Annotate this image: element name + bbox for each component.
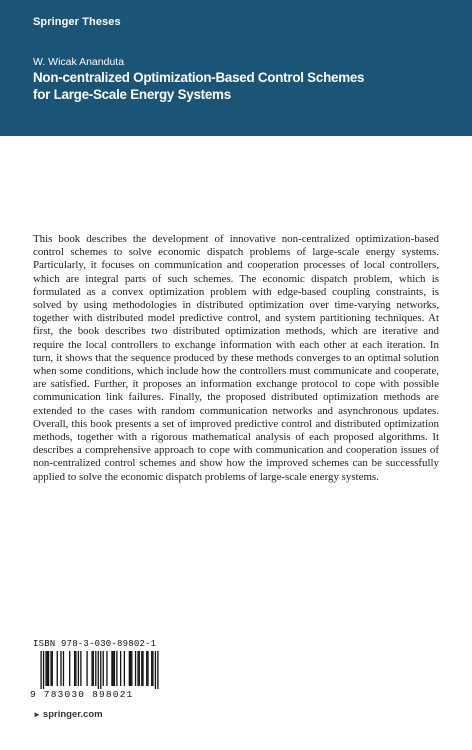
barcode-bar xyxy=(131,651,132,686)
book-abstract: This book describes the development of innovative non-centralized optimization-based control schemes to solve economic dispatch problems of large-scale energy systems. Particularly, it focuses on communication and cooperation processes of local controllers, which are integral parts of such schemes. The economic dispatch problem, which is formulated as a convex optimization problem with edge-based coupling constraints, is solved by using methodologies in distributed optimization over time-varying networks, together with distributed model predictive control, and system partitioning techniques. At first, the book describes two distributed optimization methods, which are iterative and require the local controllers to exchange information with each other at each iteration. In turn, it shows that the sequence produced by these methods converges to an optimal solution when some conditions, which include how the controllers must communicate and cooperate, are satisfied. Further, it proposes an information exchange protocol to cope with possible communication link failures. Finally, the proposed distributed optimization methods are extended to the cases with random communication networks and asynchronous updates. Overall, this book presents a set of improved predictive control and distributed optimization methods, together with a rigorous mathematical analysis of each proposed algorithms. It describes a comprehensive approach to cope with communication and cooperation issues of non-centralized control schemes and show how the improved schemes can be successfully applied to solve the economic dispatch problems of large-scale energy systems. xyxy=(33,233,439,483)
barcode-bar xyxy=(95,651,96,686)
barcode-bar xyxy=(43,651,44,689)
barcode-bar xyxy=(86,651,87,686)
barcode-bar xyxy=(114,651,115,686)
barcode-bar xyxy=(157,651,158,689)
barcode-bar xyxy=(139,651,140,686)
barcode-bar xyxy=(111,651,112,686)
author-name: W. Wicak Ananduta xyxy=(33,56,125,68)
website-text: springer.com xyxy=(42,709,103,720)
barcode-bar xyxy=(146,651,147,686)
barcode-digits: 9 783030 898021 xyxy=(30,689,134,700)
barcode-bar xyxy=(78,651,79,686)
barcode-bar xyxy=(98,651,99,689)
barcode-bar xyxy=(129,651,130,686)
barcode-bar xyxy=(135,651,136,686)
barcode-bar xyxy=(80,651,81,686)
barcode-bar xyxy=(151,651,152,686)
barcode-bar xyxy=(91,651,92,686)
book-title-line-2: for Large-Scale Energy Systems xyxy=(33,87,231,102)
barcode-icon xyxy=(33,651,161,689)
isbn-label: ISBN 978-3-030-89802-1 xyxy=(33,639,157,649)
barcode-bar xyxy=(100,651,101,689)
barcode-bar xyxy=(45,651,46,686)
barcode-bar xyxy=(141,651,142,686)
barcode-bar xyxy=(147,651,148,686)
barcode-bar xyxy=(47,651,48,686)
barcode-bar xyxy=(130,651,131,686)
barcode-bar xyxy=(106,651,107,686)
barcode-bar xyxy=(124,651,125,686)
barcode-bar xyxy=(63,651,64,686)
barcode-bar xyxy=(120,651,121,686)
barcode-bar xyxy=(113,651,114,686)
barcode-bar xyxy=(75,651,76,686)
book-title xyxy=(33,69,453,103)
barcode-bar xyxy=(57,651,58,686)
book-title-line-1: Non-centralized Optimization-Based Control Schemes xyxy=(33,70,365,85)
barcode-bar xyxy=(155,651,156,689)
barcode-bar xyxy=(142,651,143,686)
barcode-bar xyxy=(116,651,117,686)
barcode-bar xyxy=(93,651,94,686)
series-name: Springer Theses xyxy=(33,16,121,28)
barcode-bar xyxy=(69,651,70,686)
barcode-box xyxy=(30,639,166,703)
barcode-bar xyxy=(40,651,41,689)
barcode-bar xyxy=(60,651,61,686)
barcode-bar xyxy=(52,651,53,686)
barcode-bar xyxy=(50,651,51,686)
barcode-bar xyxy=(48,651,49,686)
barcode-bar xyxy=(152,651,153,686)
barcode-bar xyxy=(103,651,104,686)
barcode-bar xyxy=(137,651,138,686)
barcode-bar xyxy=(74,651,75,686)
triangle-right-icon: ► xyxy=(33,710,41,719)
header-banner xyxy=(0,0,472,136)
publisher-website xyxy=(33,709,103,720)
